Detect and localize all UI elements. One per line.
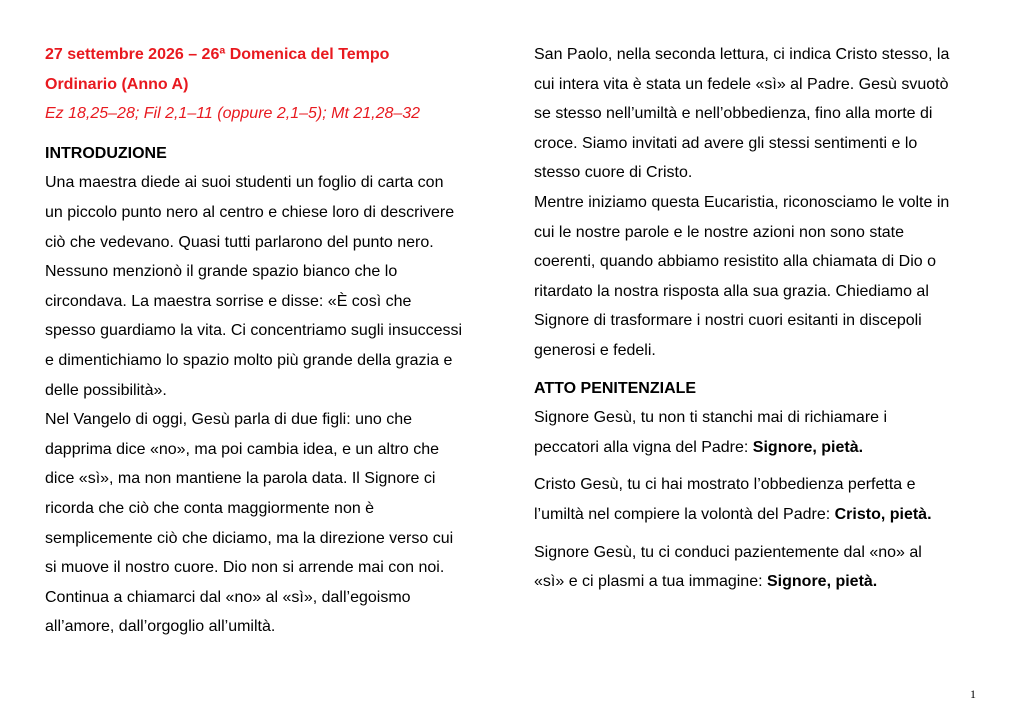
- text-line: un piccolo punto nero al centro e chiese loro di descrivere: [45, 203, 455, 221]
- readings-reference: Ez 18,25–28; Fil 2,1–11 (oppure 2,1–5); Mt 21,28–32: [45, 105, 421, 123]
- page-title-line-2: Ordinario (Anno A): [45, 75, 189, 93]
- text-line: delle possibilità».: [45, 381, 167, 399]
- text-line: spesso guardiamo la vita. Ci concentriamo sugli insuccessi: [45, 322, 463, 340]
- text-line: ritardato la nostra risposta alla sua grazia. Chiediamo al: [534, 282, 929, 300]
- invocation-text-line: [534, 500, 984, 530]
- text-line: dapprima dice «no», ma poi cambia idea, e un altro che: [45, 440, 440, 458]
- invocation-text: l’umiltà nel compiere la volontà del Padre:: [534, 505, 835, 523]
- text-line: dice «sì», ma non mantiene la parola data. Il Signore ci: [45, 470, 436, 488]
- text-line: se stesso nell’umiltà e nell’obbedienza, fino alla morte di: [534, 105, 933, 123]
- invocation-text-line: [534, 433, 984, 463]
- text-line: Nel Vangelo di oggi, Gesù parla di due figli: uno che: [45, 411, 413, 429]
- text-line: e dimentichiamo lo spazio molto più grande della grazia e: [45, 351, 453, 369]
- invocation-text: Signore Gesù, tu ci conduci pazientemente dal «no» al: [534, 543, 922, 561]
- text-line: Nessuno menzionò il grande spazio bianco che lo: [45, 263, 398, 281]
- page-number: 1: [970, 687, 976, 701]
- text-line: Continua a chiamarci dal «no» al «sì», dall’egoismo: [45, 588, 411, 606]
- introduzione-heading: INTRODUZIONE: [45, 144, 167, 162]
- text-line: coerenti, quando abbiamo resistito alla chiamata di Dio o: [534, 253, 937, 271]
- text-line: croce. Siamo invitati ad avere gli stessi sentimenti e lo: [534, 134, 918, 152]
- invocation-3: [534, 538, 984, 597]
- invocation-response: Signore, pietà.: [767, 573, 878, 591]
- text-line: ciò che vedevano. Quasi tutti parlarono del punto nero.: [45, 233, 434, 251]
- text-line: circondava. La maestra sorrise e disse: «È così che: [45, 292, 412, 310]
- text-line: si muove il nostro cuore. Dio non si arrende mai con noi.: [45, 559, 445, 577]
- invocation-text: «sì» e ci plasmi a tua immagine:: [534, 573, 767, 591]
- text-line: Una maestra diede ai suoi studenti un foglio di carta con: [45, 174, 444, 192]
- spacer: [45, 129, 495, 139]
- introduzione-continuation: [534, 40, 984, 366]
- spacer: [534, 366, 984, 374]
- invocation-text: Signore Gesù, tu non ti stanchi mai di richiamare i: [534, 409, 888, 427]
- invocation-text-line: [534, 567, 984, 597]
- text-line: generosi e fedeli.: [534, 341, 656, 359]
- invocation-1: [534, 403, 984, 462]
- invocation-2: [534, 470, 984, 529]
- atto-penitenziale-heading: ATTO PENITENZIALE: [534, 379, 697, 397]
- invocation-text: peccatori alla vigna del Padre:: [534, 438, 753, 456]
- page-title-line-1: 27 settembre 2026 – 26ª Domenica del Tempo: [45, 46, 390, 63]
- text-line: San Paolo, nella seconda lettura, ci indica Cristo stesso, la: [534, 46, 950, 63]
- text-line: ricorda che ciò che conta maggiormente non è: [45, 499, 375, 517]
- introduzione-body: [45, 168, 495, 642]
- invocation-response: Cristo, pietà.: [834, 505, 932, 523]
- spacer: [534, 530, 984, 538]
- invocation-text: Cristo Gesù, tu ci hai mostrato l’obbedienza perfetta e: [534, 476, 916, 494]
- left-column: [45, 40, 495, 642]
- right-column: [534, 40, 984, 597]
- text-line: Mentre iniziamo questa Eucaristia, riconosciamo le volte in: [534, 193, 950, 211]
- invocation-response: Signore, pietà.: [752, 438, 864, 456]
- text-line: all’amore, dall’orgoglio all’umiltà.: [45, 618, 276, 636]
- text-line: cui intera vita è stata un fedele «sì» al Padre. Gesù svuotò: [534, 75, 949, 93]
- text-line: stesso cuore di Cristo.: [534, 164, 693, 182]
- text-line: cui le nostre parole e le nostre azioni non sono state: [534, 223, 905, 241]
- text-line: Signore di trasformare i nostri cuori esitanti in discepoli: [534, 312, 922, 330]
- spacer: [534, 462, 984, 470]
- text-line: semplicemente ciò che diciamo, ma la direzione verso cui: [45, 529, 454, 547]
